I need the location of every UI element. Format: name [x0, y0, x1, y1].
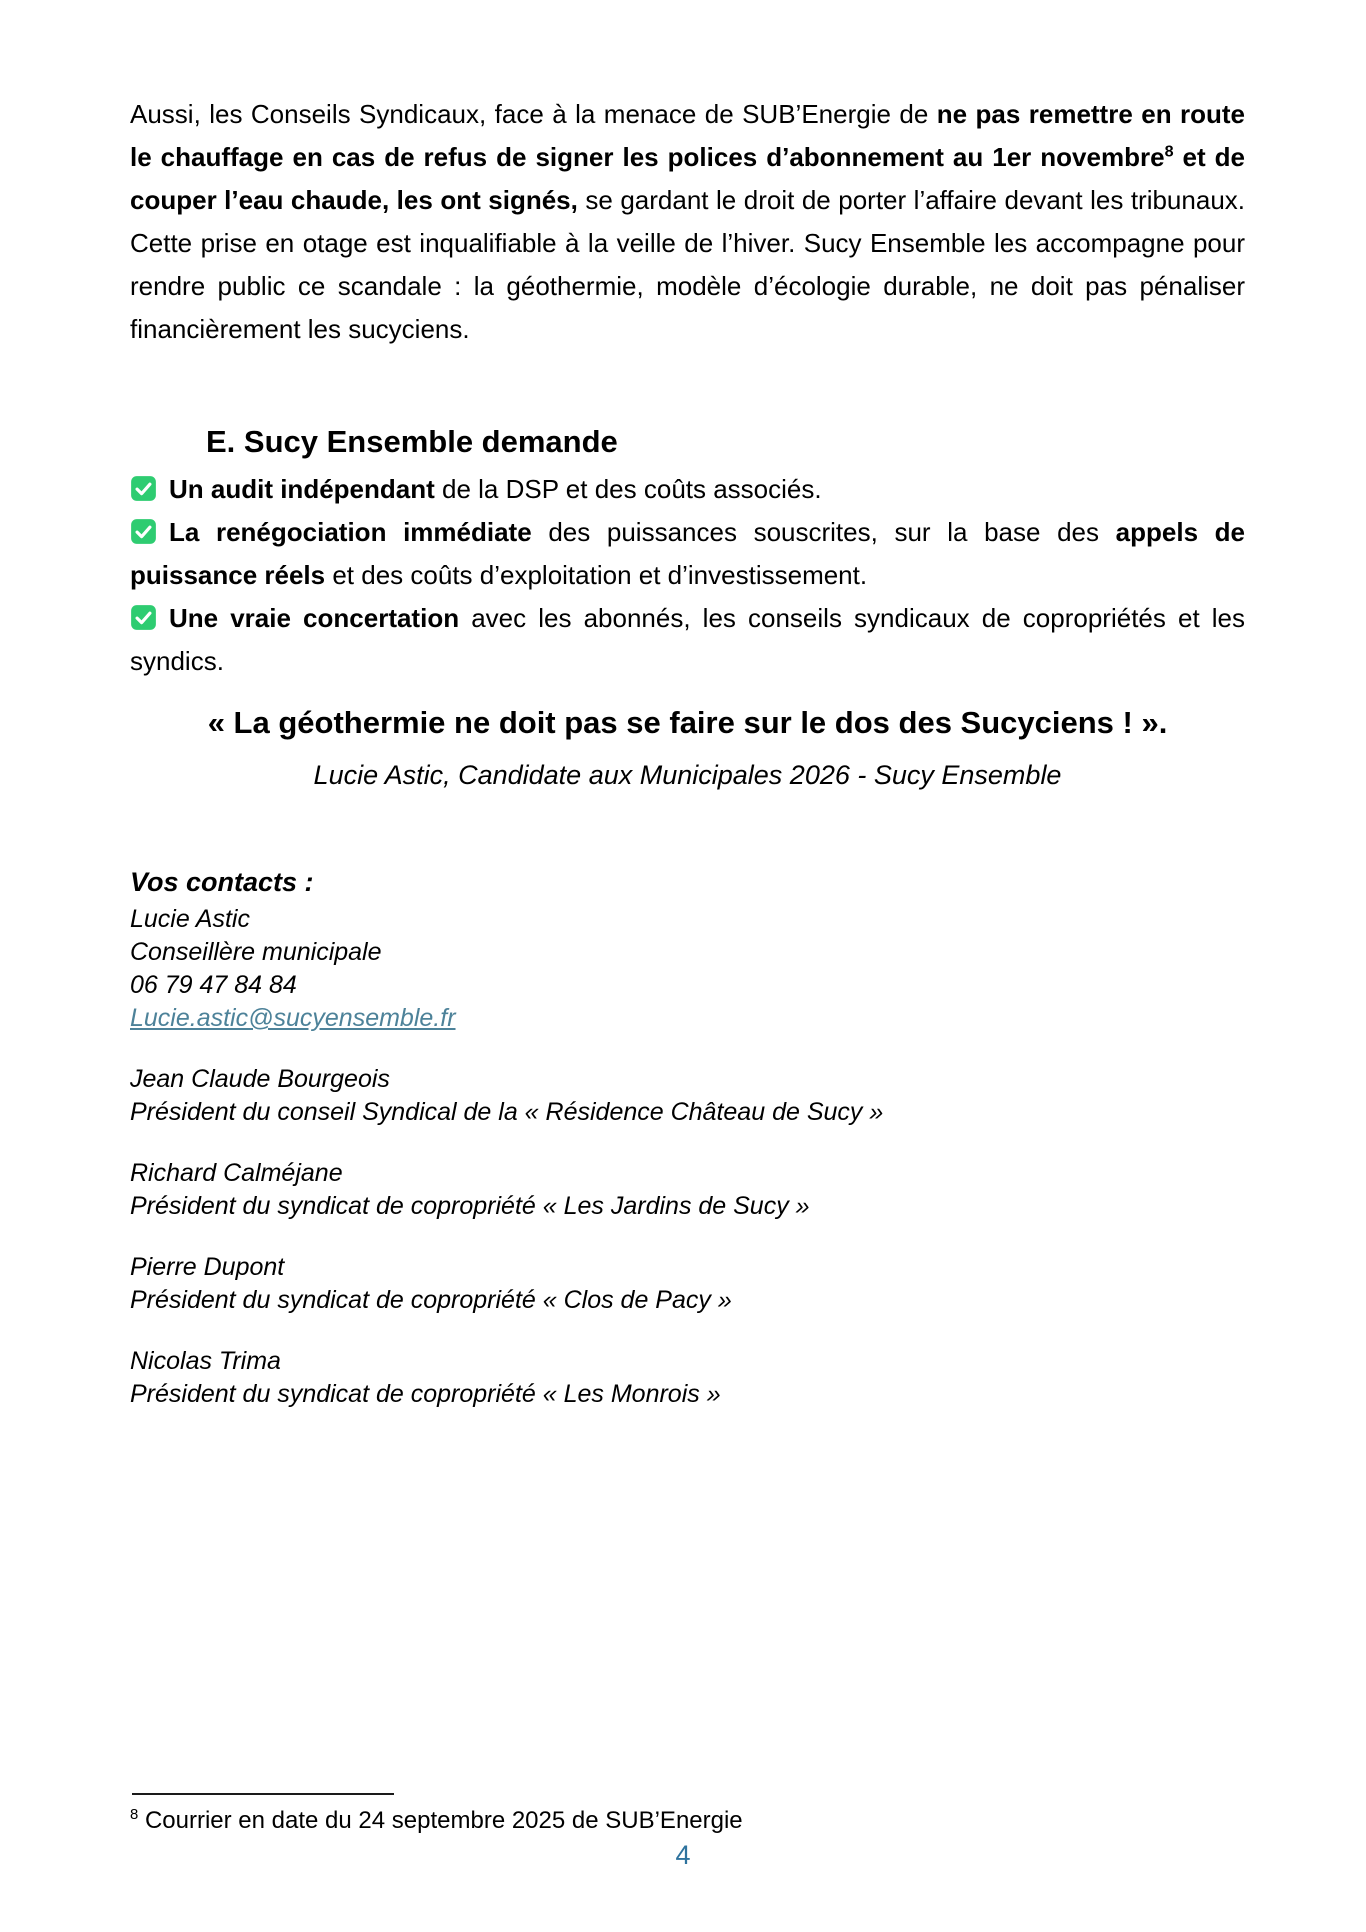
checklist-item-lead: La renégociation immédiate	[169, 517, 532, 547]
intro-text-bold-2: et de couper l’eau chaude, les ont signés,	[130, 142, 1245, 215]
contact-group	[130, 1157, 1245, 1223]
contact-name: Jean Claude Bourgeois	[130, 1065, 390, 1093]
contacts-heading: Vos contacts :	[130, 867, 314, 897]
contact-name: Pierre Dupont	[130, 1253, 285, 1281]
checklist-item-text: des puissances souscrites, sur la base des	[531, 517, 1116, 547]
contact-name: Nicolas Trima	[130, 1347, 281, 1375]
green-check-icon	[130, 515, 157, 542]
quote-heading: « La géothermie ne doit pas se faire sur le dos des Sucyciens ! ».	[207, 705, 1168, 740]
footnote-number: 8	[130, 1807, 139, 1823]
contact-role: Président du syndicat de copropriété « Les Jardins de Sucy »	[130, 1192, 810, 1220]
contact-group	[130, 1063, 1245, 1129]
intro-text-bold: ne pas remettre en route le chauffage en cas de refus de signer les polices d’abonnement au 1er novembre	[130, 99, 1246, 172]
checklist-item-text: de la DSP et des coûts associés.	[434, 474, 822, 504]
checklist-item-lead: Un audit indépendant	[169, 474, 435, 504]
checklist-item-lead: Une vraie concertation	[169, 603, 460, 633]
footnote-reference: 8	[1164, 142, 1174, 161]
footnote-divider	[132, 1793, 394, 1795]
contact-role: Président du conseil Syndical de la « Résidence Château de Sucy »	[130, 1098, 884, 1126]
checklist-item-text-2: et des coûts d’exploitation et d’investissement.	[325, 560, 868, 590]
contact-role: Conseillère municipale	[130, 938, 382, 966]
checklist-item	[130, 468, 1245, 511]
checklist-item-text: avec les abonnés, les conseils syndicaux de copropriétés et les syndics.	[130, 603, 1246, 676]
footnote	[130, 1806, 1245, 1836]
green-check-icon	[130, 472, 157, 499]
intro-text-normal-2: se gardant le droit de porter l’affaire devant les tribunaux. Cette prise en otage est inqualifiable à la veille de l’hiver. Sucy Ensemble les accompagne pour rendre public ce scandale : la géothermie, modèle d’écologie durable, ne doit pas pénaliser financièrement les sucyciens.	[130, 185, 1245, 344]
intro-text-normal: Aussi, les Conseils Syndicaux, face à la menace de SUB’Energie de	[130, 99, 937, 129]
checklist	[130, 468, 1245, 683]
checklist-item-bold-2: appels de puissance réels	[130, 517, 1245, 590]
contact-group	[130, 1345, 1245, 1411]
green-check-icon	[130, 601, 157, 628]
contact-group	[130, 1251, 1245, 1317]
checklist-item	[130, 511, 1245, 597]
contact-role: Président du syndicat de copropriété « Les Monrois »	[130, 1380, 721, 1408]
contact-phone: 06 79 47 84 84	[130, 971, 297, 999]
contact-name: Lucie Astic	[130, 905, 250, 933]
page-number: 4	[675, 1840, 691, 1870]
contact-name: Richard Calméjane	[130, 1159, 343, 1187]
intro-paragraph	[130, 93, 1245, 351]
section-heading: E. Sucy Ensemble demande	[206, 424, 618, 459]
contact-group	[130, 903, 1245, 1035]
footnote-text: Courrier en date du 24 septembre 2025 de SUB’Energie	[138, 1807, 743, 1834]
footnote-block	[130, 1793, 1245, 1836]
contact-email-link[interactable]: Lucie.astic@sucyensemble.fr	[130, 1004, 456, 1032]
checklist-item	[130, 597, 1245, 683]
contact-role: Président du syndicat de copropriété « Clos de Pacy »	[130, 1286, 732, 1314]
quote-byline: Lucie Astic, Candidate aux Municipales 2026 - Sucy Ensemble	[313, 760, 1062, 790]
